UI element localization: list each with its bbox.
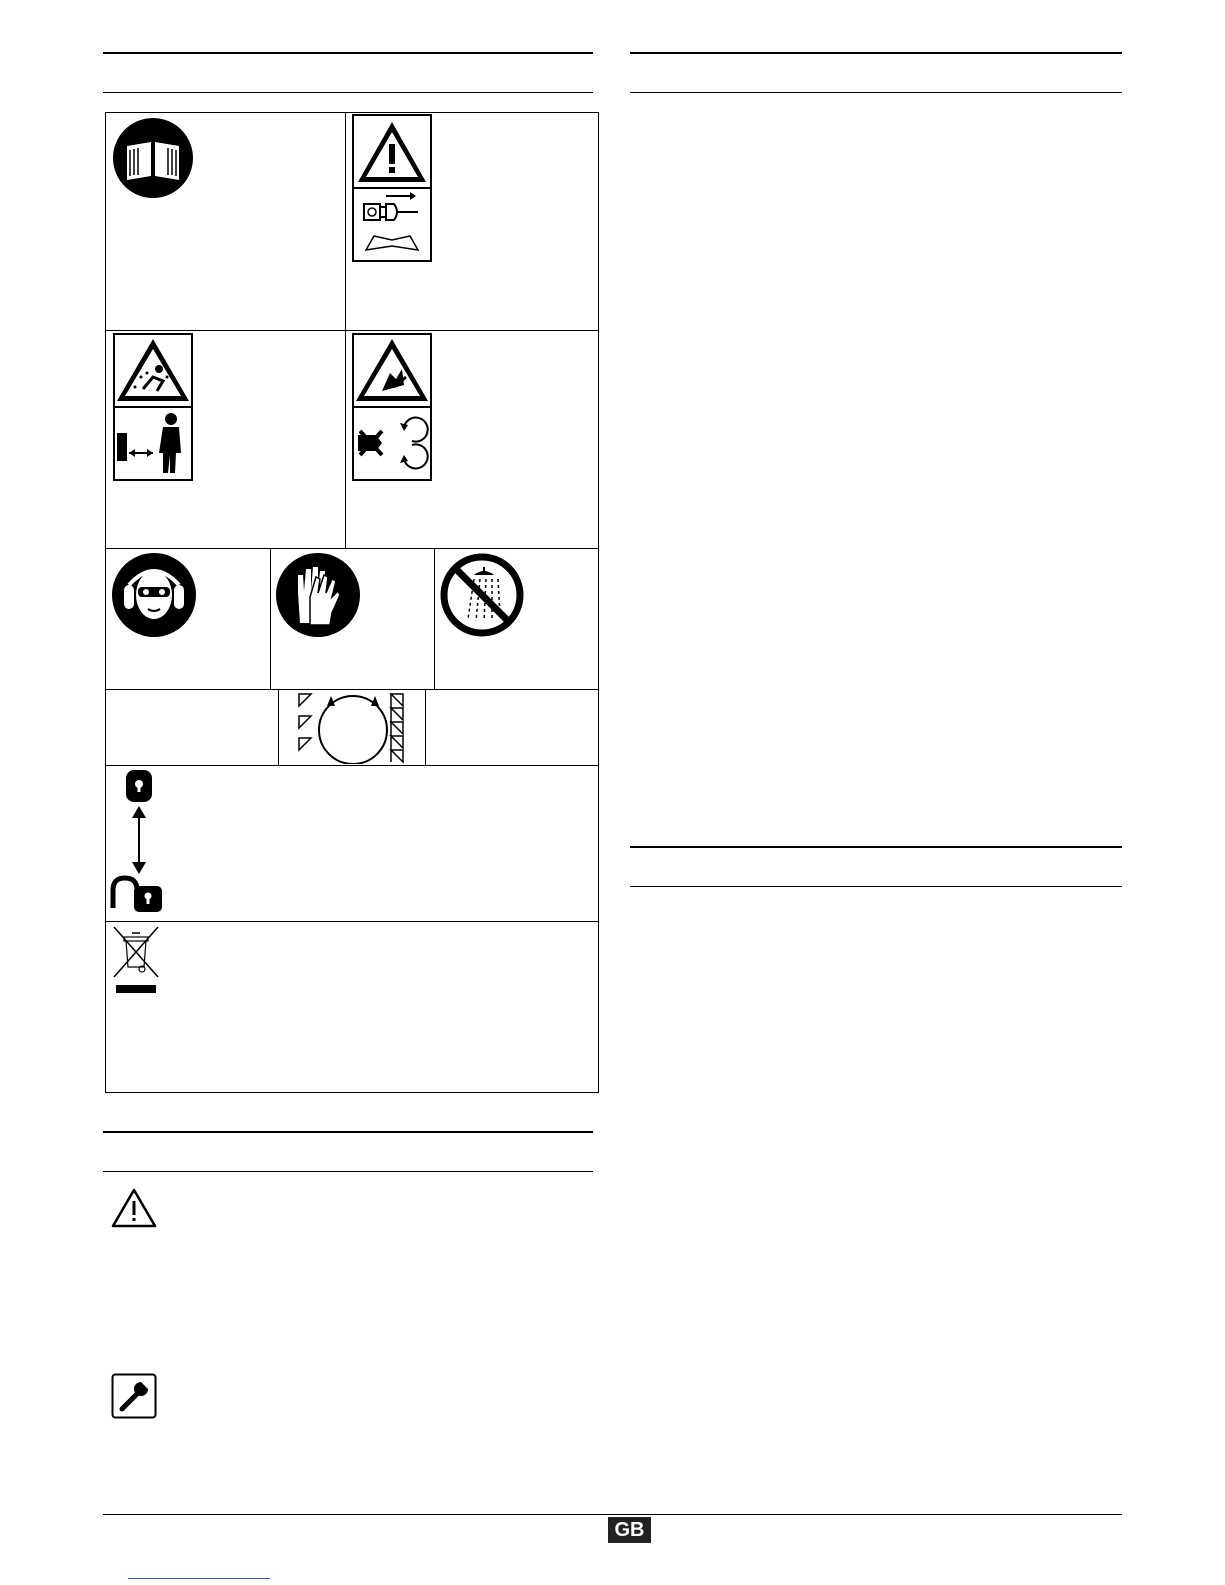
no-rain-icon — [440, 553, 524, 637]
gloves-icon — [276, 553, 360, 637]
weee-disposal-icon — [112, 925, 160, 997]
table-divider — [105, 330, 599, 331]
left-lower-section-header-top-rule — [103, 1131, 593, 1133]
warning-unplug-icon — [352, 114, 432, 262]
table-divider — [105, 689, 599, 690]
keep-distance-icon — [113, 407, 193, 481]
blade-rotation-icon — [352, 407, 432, 481]
footer-link-underline[interactable] — [128, 1578, 270, 1579]
table-divider — [105, 765, 599, 766]
language-badge: GB — [608, 1517, 651, 1543]
right-lower-section-header-bottom-rule — [630, 886, 1122, 887]
eye-ear-protection-icon — [112, 553, 196, 637]
wrench-icon — [111, 1373, 157, 1419]
right-section-header-top-rule — [630, 52, 1122, 54]
table-divider — [105, 921, 599, 922]
left-section-header-bottom-rule — [103, 92, 593, 93]
left-lower-section-header-bottom-rule — [103, 1171, 593, 1172]
right-section-header-bottom-rule — [630, 92, 1122, 93]
left-section-header-top-rule — [103, 52, 593, 54]
lock-unlock-icon — [110, 768, 166, 918]
table-divider — [278, 689, 279, 765]
table-divider — [105, 548, 599, 549]
table-divider — [434, 548, 435, 689]
table-divider — [425, 689, 426, 765]
right-lower-section-header-top-rule — [630, 846, 1122, 848]
table-divider — [270, 548, 271, 689]
footer-rule — [103, 1514, 1122, 1515]
rotation-direction-icon — [297, 692, 409, 764]
read-manual-icon — [113, 118, 193, 198]
warning-triangle-icon — [111, 1188, 157, 1228]
